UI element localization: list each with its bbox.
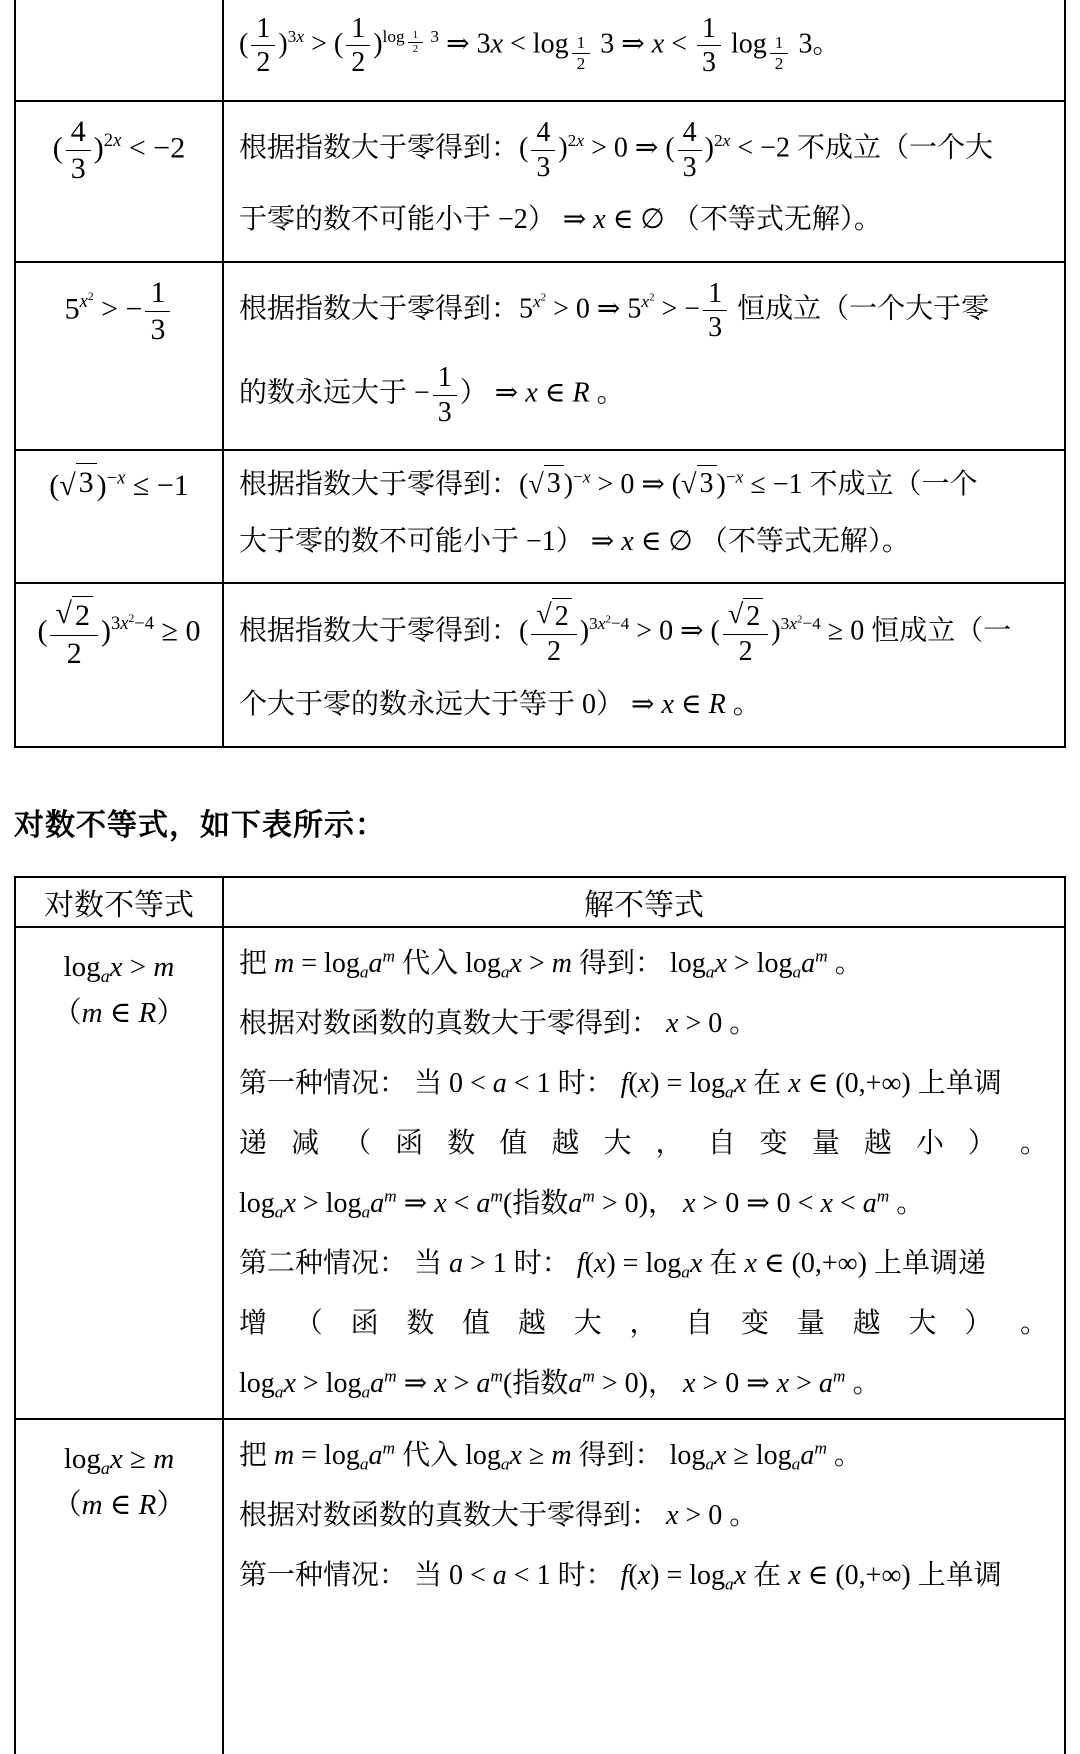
solution-line: 把 $m = \log_aa^m$ 代入 $\log_ax \ge m$ 得到： $\log_ax \ge \log_aa^m$ 。 <box>239 1437 862 1474</box>
solution-line: $\log_ax > \log_aa^m$ ⇒ $x > a^m$(指数$a^m > 0$)， x > 0 ⇒ $x > a^m$ 。 <box>239 1365 881 1402</box>
table-row <box>15 583 1065 746</box>
inequality-cell <box>15 450 223 583</box>
inequality-formula: $\log_ax > m$ <box>63 950 175 986</box>
solution-line: 第一种情况： 当 0 < a < 1 时： $f(x) = \log_ax$ 在 x ∈ (0,+∞) 上单调 <box>239 1067 1002 1102</box>
logarithmic-inequality-table <box>14 876 1066 1754</box>
solution-line: 根据指数大于零得到：( √ 2 2 )$^{3x^2-4}$ > 0 ⇒ ( √ 2 2 )$^{3x^2-4}$ ≥ 0 恒成立（一 <box>239 599 1012 668</box>
section-heading: 对数不等式，如下表所示： <box>14 808 386 842</box>
column-header-solution: 解不等式 <box>223 877 1065 927</box>
radical-sign: √ <box>681 469 697 501</box>
solution-line: 根据指数大于零得到：( $\frac{4}{3}$ )$^{2x}$ > 0 ⇒ ( $\frac{4}{3}$ )$^{2x}$ < −2 不成立（一个大 <box>239 117 993 183</box>
inequality-formula: （m ∈ R） <box>52 996 186 1029</box>
radical-sign: √ <box>727 599 744 631</box>
inequality-formula: $\log_ax \ge m$ <box>63 1442 175 1478</box>
exponential-table-body <box>15 0 1065 747</box>
solution-line: 根据对数函数的真数大于零得到： x > 0 。 <box>239 1007 758 1039</box>
solution-line: 增 （ 函 数 值 越 大 ， 自 变 量 越 大 ） 。 <box>239 1307 1048 1339</box>
inequality-cell <box>15 262 223 450</box>
radical-sign: √ <box>528 469 544 501</box>
solution-cell <box>223 450 1065 583</box>
solution-line: 递 减 （ 函 数 值 越 大 ， 自 变 量 越 小 ） 。 <box>239 1127 1048 1159</box>
solution-cell <box>223 0 1065 101</box>
solution-cell <box>223 583 1065 746</box>
inequality-cell <box>15 583 223 746</box>
logarithmic-table-head <box>15 877 1065 927</box>
solution-line: 的数永远大于 − $\frac{1}{3}$ ） ⇒ x ∈ R 。 <box>239 361 625 428</box>
solution-line: 根据指数大于零得到：( √ 3 )$^{-x}$ > 0 ⇒ ( √ 3 )$^{-x}$ ≤ −1 不成立（一个 <box>239 465 1048 506</box>
solution-cell <box>223 101 1065 262</box>
column-header-inequality: 对数不等式 <box>15 877 223 927</box>
solution-line: $\log_ax > \log_aa^m$ ⇒ $x < a^m$(指数$a^m > 0$)， x > 0 ⇒ $0 < x < a^m$ 。 <box>239 1185 925 1222</box>
solution-line: 把 $m = \log_aa^m$ 代入 $\log_ax > m$ 得到： $\log_ax > \log_aa^m$ 。 <box>239 945 863 982</box>
solution-cell <box>223 927 1065 1419</box>
inequality-cell <box>15 0 223 101</box>
solution-line: 第一种情况： 当 0 < a < 1 时： $f(x) = \log_ax$ 在 x ∈ (0,+∞) 上单调 <box>239 1559 1002 1594</box>
solution-line: 第二种情况： 当 a > 1 时： $f(x) = \log_ax$ 在 x ∈ (0,+∞) 上单调递 <box>239 1247 986 1282</box>
header-row <box>15 877 1065 927</box>
table-row <box>15 1419 1065 1754</box>
inequality-formula: （m ∈ R） <box>52 1488 186 1521</box>
table-row <box>15 927 1065 1419</box>
solution-cell <box>223 1419 1065 1754</box>
table-row <box>15 450 1065 583</box>
solution-line: 大于零的数不可能小于 −1） ⇒ x ∈ ∅ （不等式无解）。 <box>239 525 910 557</box>
solution-line: 个大于零的数永远大于等于 0） ⇒ x ∈ R 。 <box>239 688 761 720</box>
table-row <box>15 262 1065 450</box>
radical-sign: √ <box>55 597 72 631</box>
inequality-formula: $5^{x^2}$ > − $\frac{1}{3}$ <box>16 275 222 348</box>
inequality-cell <box>15 1419 223 1754</box>
radical-sign: √ <box>536 599 552 631</box>
inequality-formula: ( $\frac{4}{3}$ )$^{2x}$ < −2 <box>52 115 186 185</box>
inequality-cell <box>15 927 223 1419</box>
logarithmic-table-body <box>15 927 1065 1754</box>
solution-line: 根据对数函数的真数大于零得到： x > 0 。 <box>239 1499 758 1531</box>
solution-line: 根据指数大于零得到：$5^{x^2} > 0$ ⇒ $5^{x^2}$ > − $\frac{1}{3}$ 恒成立（一个大于零 <box>239 277 990 344</box>
solution-line: 于零的数不可能小于 −2） ⇒ x ∈ ∅ （不等式无解）。 <box>239 204 882 236</box>
solution-cell <box>223 262 1065 450</box>
table-row <box>15 0 1065 101</box>
table-row <box>15 101 1065 262</box>
inequality-formula: ( √ 3 )$^{-x}$ ≤ −1 <box>16 463 222 508</box>
solution-line: ( $\frac{1}{2}$ )$^{3x}$ > ( $\frac{1}{2}$ )$^{log _{\frac{1}{2}} 3}$ ⇒ 3x < log $_{\frac{1}{2}}$ 3 ⇒ x < $\frac{1}{3}$ log $_{\frac{1}{2}}$ 3。 <box>239 12 841 79</box>
inequality-formula: ( √ 2 2 )$^{3x^2-4}$ ≥ 0 <box>37 597 201 670</box>
inequality-cell <box>15 101 223 262</box>
exponential-inequality-table <box>14 0 1066 748</box>
radical-sign: √ <box>59 469 76 503</box>
